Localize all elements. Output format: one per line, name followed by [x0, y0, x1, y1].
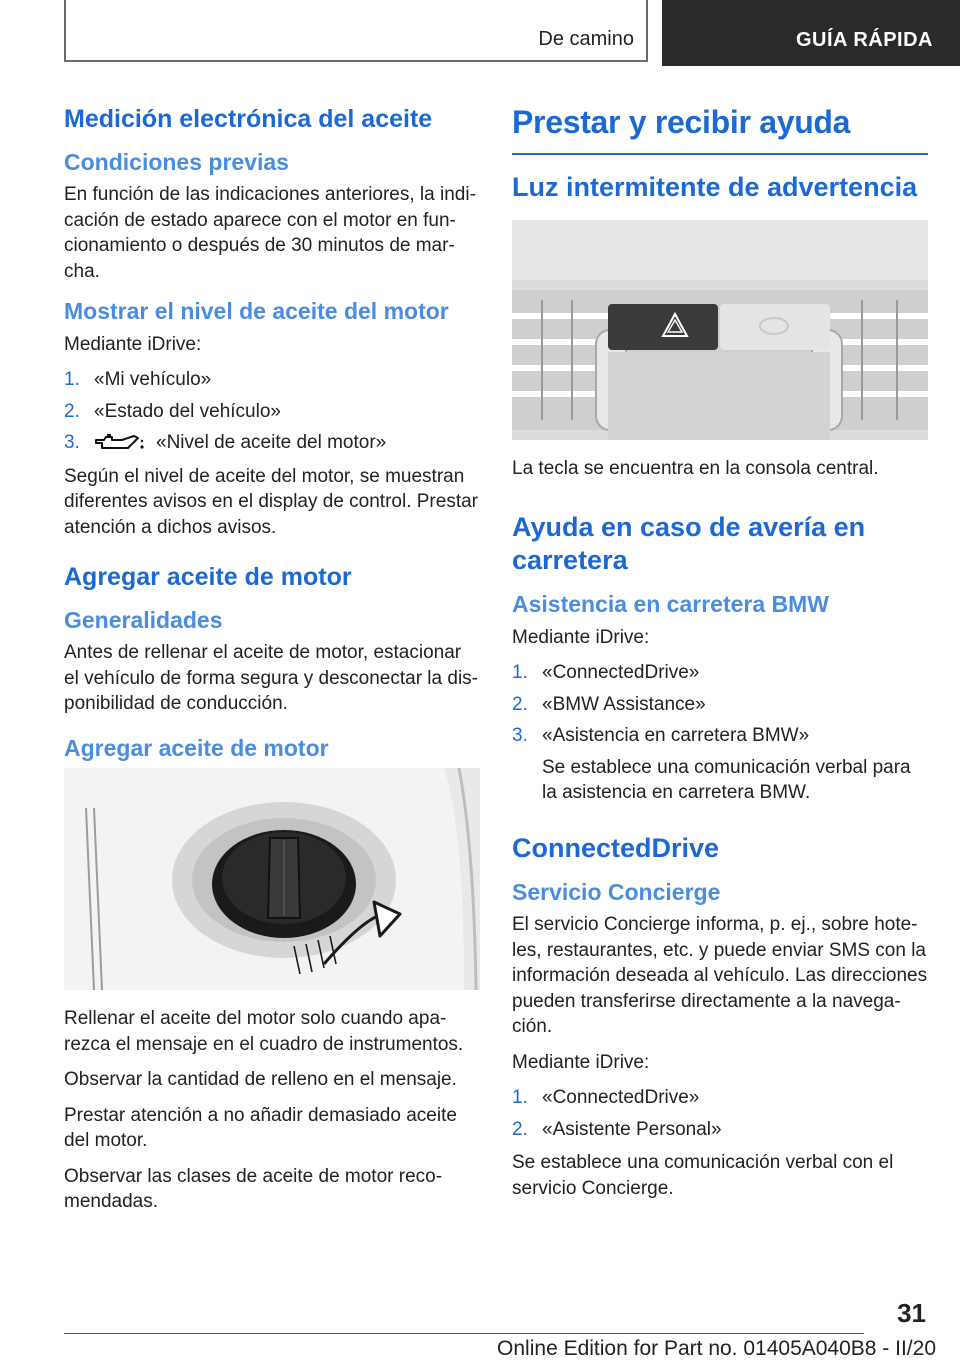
text-refill-condition: Rellenar el aceite del motor solo cuando apa-rezca el mensaje en el cuadro de instrumentos.	[64, 1008, 464, 1055]
text-observe-quantity: Observar la cantidad de relleno en el mensaje.	[64, 1069, 457, 1091]
list-item: 1. «ConnectedDrive»	[512, 662, 700, 684]
heading-breakdown-help: Ayuda en caso de avería en carretera	[512, 512, 866, 576]
hazard-button-image	[512, 220, 928, 440]
heading-prerequisites: Condiciones previas	[64, 148, 289, 175]
step-detail: Se establece una comunicación verbal para la asistencia en carretera BMW.	[542, 756, 911, 804]
footer-divider	[64, 1333, 864, 1334]
heading-add-oil-sub: Agregar aceite de motor	[64, 734, 329, 761]
heading-show-oil-level: Mostrar el nivel de aceite del motor	[64, 298, 449, 325]
text-no-overfill: Prestar atención a no añadir demasiado aceite del motor.	[64, 1104, 457, 1152]
text-concierge: El servicio Concierge informa, p. ej., sobre hote-les, restaurantes, etc. y puede enviar SMS con la información deseada al vehículo. Las direcciones pueden transferirse directamente a la navega-ción.	[512, 914, 928, 1038]
text-general: Antes de rellenar el aceite de motor, estacionar el vehículo de forma segura y desconectar la dis-ponibilidad de conducción.	[64, 642, 478, 715]
heading-connecteddrive: ConnectedDrive	[512, 832, 720, 863]
list-item: 2. «BMW Assistance»	[512, 693, 706, 715]
heading-concierge: Servicio Concierge	[512, 878, 721, 905]
steps-roadside	[512, 660, 928, 806]
text-oil-types: Observar las clases de aceite de motor reco-mendadas.	[64, 1165, 443, 1213]
list-item: 1. «Mi vehículo»	[64, 369, 212, 391]
heading-hazard-lights: Luz intermitente de advertencia	[512, 172, 918, 202]
text-level-messages: Según el nivel de aceite del motor, se muestran diferentes avisos en el display de control. Prestar atención a dichos avisos.	[64, 465, 478, 538]
chapter-tab[interactable]	[662, 0, 960, 66]
page-header	[0, 0, 960, 66]
heading-help: Prestar y recibir ayuda	[512, 104, 928, 155]
left-column	[64, 100, 480, 1225]
text-idrive-2: Mediante iDrive:	[512, 1051, 650, 1073]
heading-general: Generalidades	[64, 606, 223, 633]
chapter-tab-label: GUÍA RÁPIDA	[796, 29, 933, 51]
steps-concierge	[512, 1085, 928, 1142]
edition-note: Online Edition for Part no. 01405A040B8 - II/20	[497, 1337, 936, 1360]
list-item: 2. «Asistente Personal»	[512, 1118, 722, 1140]
oil-filler-cap-image	[64, 768, 480, 990]
heading-oil-measurement: Medición electrónica del aceite	[64, 105, 433, 133]
text-concierge-call: Se establece una comunicación verbal con el servicio Concierge.	[512, 1152, 894, 1199]
text-prerequisites: En función de las indicaciones anteriores, la indi-cación de estado aparece con el motor en fun-cionamiento o después de 30 minutos de mar-cha.	[64, 184, 476, 282]
text-hazard-location: La tecla se encuentra en la consola central.	[512, 457, 879, 479]
section-header-box	[64, 0, 648, 62]
text-idrive: Mediante iDrive:	[64, 333, 202, 355]
section-title: De camino	[538, 28, 634, 50]
list-item: 2. «Estado del vehículo»	[64, 400, 281, 422]
list-item: 3. «Asistencia en carretera BMW» Se establece una comunicación verbal para la asistencia en carretera BMW.	[512, 723, 928, 806]
text-idrive: Mediante iDrive:	[512, 626, 650, 648]
list-item: 1. «ConnectedDrive»	[512, 1087, 700, 1109]
list-item: 3. «Nivel de aceite del motor»	[64, 432, 387, 454]
heading-roadside-assistance: Asistencia en carretera BMW	[512, 591, 830, 618]
oil-can-icon	[94, 432, 146, 454]
heading-add-oil: Agregar aceite de motor	[64, 563, 352, 592]
steps-oil-level	[64, 367, 480, 456]
right-column	[512, 100, 928, 1211]
page-number: 31	[897, 1298, 926, 1328]
